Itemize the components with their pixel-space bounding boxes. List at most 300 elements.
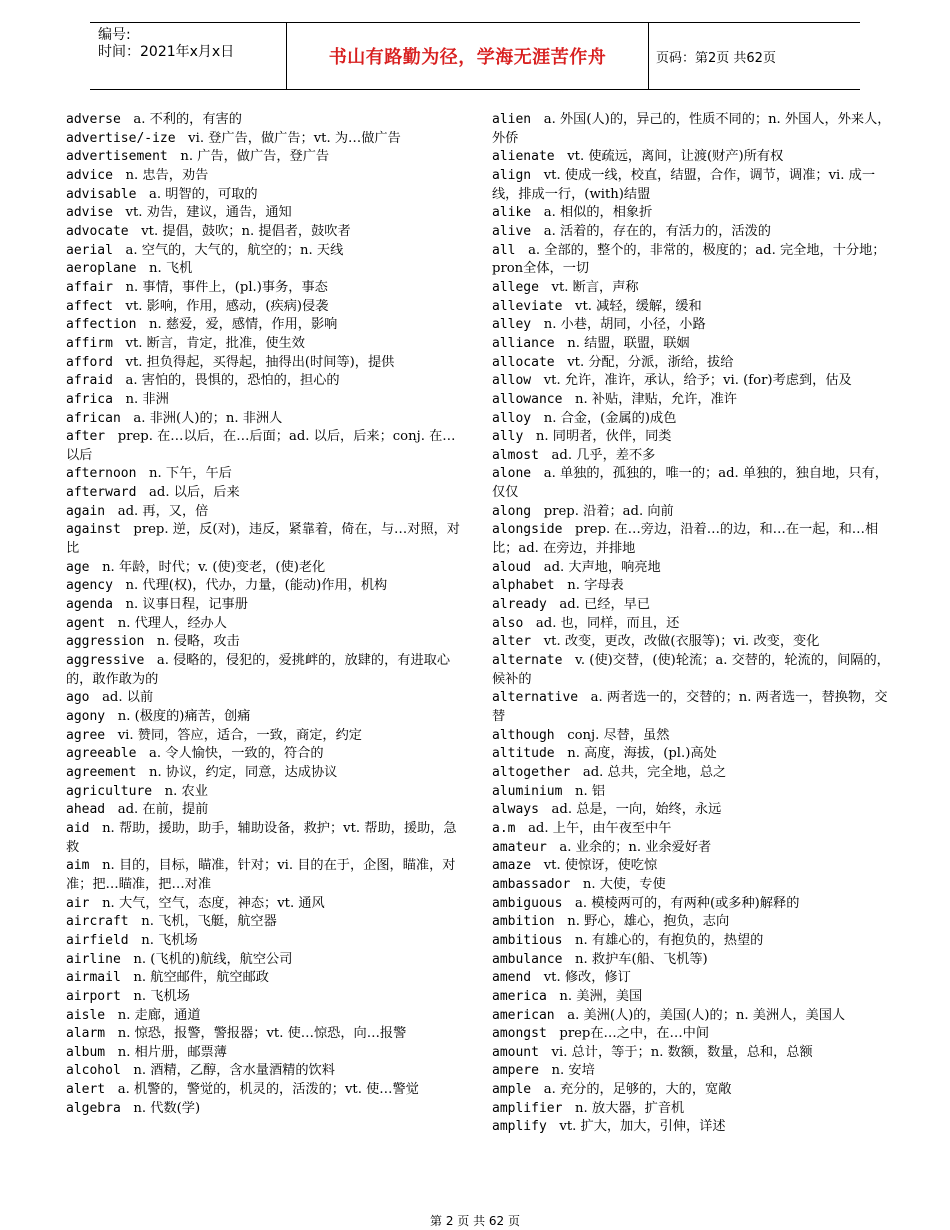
vocab-entry [66,913,466,932]
vocab-definition: n. 帮助，援助，助手，辅助设备，救护；vt. 帮助，援助，急救 [66,820,457,855]
vocab-word: alloy [492,410,532,426]
vocab-word: amplify [492,1119,547,1135]
vocab-entry [66,503,466,522]
vocab-word: alienate [492,149,555,165]
vocab-definition: conj. 尽替，虽然 [567,727,670,743]
vocab-definition: n. 相片册，邮票薄 [117,1044,227,1060]
vocab-definition: n. 惊恐，报警，警报器；vt. 使…惊恐，向…报警 [117,1026,407,1042]
vocab-definition: ad. 上午，由午夜至中午 [528,820,672,836]
vocab-definition: n. 飞机场 [141,932,198,948]
vocab-definition: a. 业余的；n. 业余爱好者 [559,839,712,855]
vocab-entry [492,1118,892,1137]
vocab-word: agreeable [66,746,137,762]
vocab-definition: ad. 在前，提前 [117,802,209,818]
vocab-word: alley [492,317,532,333]
vocab-definition: ad. 也，同样，而且，还 [535,615,680,631]
vocab-entry [66,1100,466,1119]
vocab-word: amend [492,970,532,986]
vocab-definition: n. 放大器，扩音机 [575,1100,685,1116]
vocab-definition: vt. 断言，肯定，批准，使生效 [125,335,305,351]
vocab-definition: a. 两者选一的，交替的；n. 两者选一，替换物，交替 [492,690,888,724]
vocab-entry [492,876,892,895]
vocabulary-column-right [492,111,892,1137]
vocab-word: altitude [492,746,555,762]
vocab-definition: n. 下午，午后 [149,466,232,482]
vocab-entry [66,969,466,988]
vocab-entry [492,242,892,279]
vocab-definition: n. 小巷，胡同，小径，小路 [543,317,706,333]
vocab-word: almost [492,447,539,463]
vocab-entry [66,148,466,167]
vocab-entry [66,428,466,465]
vocab-definition: vi. 赞同，答应，适合，一致，商定，约定 [117,727,362,743]
vocab-definition: n. 结盟，联盟，联姻 [567,335,690,351]
vocab-definition: vt. 使成一线，校直，结盟，合作，调节，调准；vi. 成一线，排成一行，(with)结盟 [492,167,876,202]
vocab-word: aggression [66,634,145,650]
vocab-entry [492,316,892,335]
vocab-word: africa [66,391,113,407]
header-page-info: 页码：第2页 共62页 [656,50,776,66]
vocab-word: allowance [492,391,563,407]
vocab-definition: n. 忠告，劝告 [125,167,209,183]
vocab-word: although [492,727,555,743]
vocab-entry [66,410,466,429]
vocab-word: against [66,522,121,538]
vocab-entry [66,857,466,894]
vocab-word: american [492,1007,555,1023]
vocab-entry [492,633,892,652]
vocab-word: aim [66,858,90,874]
vocab-entry [66,111,466,130]
vocab-definition: n. 飞机，飞艇，航空器 [141,914,277,930]
vocab-word: again [66,503,106,519]
vocab-definition: a. 模棱两可的，有两种(或多种)解释的 [575,895,800,911]
vocab-word: alert [66,1082,106,1098]
vocab-definition: n. 美洲，美国 [559,988,643,1004]
vocab-definition: vt. 劝告，建议，通告，通知 [125,205,292,221]
vocab-entry [66,316,466,335]
vocab-definition: n. 走廊，通道 [117,1007,201,1023]
vocab-word: airfield [66,932,129,948]
vocab-definition: vt. 扩大，加大，引伸，详述 [559,1119,726,1135]
vocab-definition: vt. 断言，声称 [551,279,639,295]
vocab-word: air [66,895,90,911]
page-footer: 第 2 页 共 62 页 [430,1214,520,1228]
vocab-word: adverse [66,112,121,127]
vocab-word: ambassador [492,876,571,892]
vocab-definition: prep在…之中，在…中间 [559,1026,710,1042]
vocab-entry [492,1081,892,1100]
vocab-word: advisable [66,186,137,202]
vocab-entry [66,298,466,317]
vocab-entry [66,130,466,149]
vocab-entry [66,559,466,578]
vocab-definition: n. 航空邮件，航空邮政 [133,970,269,986]
vocab-word: alliance [492,335,555,351]
vocab-entry [492,428,892,447]
vocab-word: alternative [492,690,579,706]
vocab-word: alter [492,634,532,650]
header-motto: 书山有路勤为径，学海无涯苦作舟 [328,47,607,68]
vocab-definition: vi. 总计，等于；n. 数额，数量，总和，总额 [551,1044,813,1060]
vocab-definition: ad. 大声地，响亮地 [543,559,661,575]
header-meta [98,27,282,61]
vocab-definition: vt. 减轻，缓解，缓和 [575,298,702,314]
vocab-entry [492,559,892,578]
vocab-definition: n. 协议，约定，同意，达成协议 [149,764,338,780]
vocab-entry [492,279,892,298]
vocab-definition: a. 非洲(人)的；n. 非洲人 [133,410,283,426]
vocab-word: advertisement [66,149,168,165]
vocab-entry [66,932,466,951]
vocab-entry [492,857,892,876]
vocab-word: afternoon [66,466,137,482]
vocab-definition: a. 机警的，警觉的，机灵的，活泼的；vt. 使…警觉 [117,1082,419,1098]
vocab-entry [66,615,466,634]
vocab-definition: n. 议事日程，记事册 [125,597,248,613]
vocab-definition: n. 合金，(金属的)成色 [543,410,677,426]
vocab-word: advocate [66,223,129,239]
vocab-definition: a. 相似的，相象折 [543,205,653,221]
vocab-word: aeroplane [66,261,137,277]
vocab-entry [492,1062,892,1081]
vocab-entry [492,111,892,148]
vocab-entry [66,465,466,484]
vocab-entry [492,727,892,746]
vocab-word: afford [66,354,113,370]
vocab-definition: a. 美洲(人)的，美国(人)的；n. 美洲人，美国人 [567,1007,846,1023]
vocab-word: advertise/-ize [66,130,176,146]
vocab-definition: a. 充分的，足够的，大的，宽敞 [543,1082,732,1098]
vocab-entry [492,764,892,783]
vocab-word: alphabet [492,578,555,594]
vocab-definition: a. 空气的，大气的，航空的；n. 天线 [125,242,344,258]
vocab-word: amount [492,1044,539,1060]
vocab-word: aloud [492,559,532,575]
vocab-word: all [492,242,516,258]
vocab-word: ahead [66,802,106,818]
vocab-entry [492,820,892,839]
vocab-word: agony [66,709,106,724]
vocab-word: alike [492,205,532,221]
vocab-word: alarm [66,1026,106,1042]
vocab-entry [66,689,466,708]
vocab-definition: n. 飞机 [149,261,193,277]
vocab-word: align [492,167,532,183]
vocab-definition: n. 慈爱，爱，感情，作用，影响 [149,317,338,333]
vocab-definition: vt. 允许，准许，承认，给予；vi. (for)考虑到，估及 [543,373,852,389]
vocab-word: alive [492,223,532,239]
vocab-entry [66,223,466,242]
page-header [90,22,860,90]
vocab-word: agriculture [66,783,153,799]
vocab-word: african [66,410,121,426]
vocab-entry [492,335,892,354]
vocab-definition: n. 年龄，时代；v. (使)变老，(使)老化 [102,559,326,575]
vocab-word: afterward [66,485,137,501]
header-divider [648,23,649,89]
vocab-word: amaze [492,858,532,874]
vocab-definition: n. 代理(权)，代办，力量，(能动)作用，机构 [125,578,388,594]
vocab-entry [66,186,466,205]
vocab-entry [492,745,892,764]
vocab-definition: a. 侵略的，侵犯的，爱挑衅的，放肆的，有进取心的，敢作敢为的 [66,653,451,687]
vocab-entry [66,167,466,186]
vocab-definition: ad. 几乎，差不多 [551,447,656,463]
vocab-entry [492,465,892,502]
vocab-word: affair [66,279,113,295]
vocab-entry [66,820,466,857]
vocab-definition: a. 不利的，有害的 [133,112,242,127]
vocab-word: allege [492,279,539,295]
vocab-word: advice [66,167,113,183]
vocab-definition: n. 农业 [164,783,208,799]
vocab-word: ambulance [492,951,563,967]
code-label: 编号: [98,27,131,43]
vocab-definition: n. 代理人，经办人 [117,615,227,631]
vocab-entry [492,652,892,689]
vocab-entry [492,223,892,242]
vocab-entry [66,596,466,615]
vocab-definition: n. 有雄心的，有抱负的，热望的 [575,932,764,948]
vocab-entry [66,745,466,764]
vocab-word: agenda [66,597,113,613]
vocab-definition: n. 同明者，伙伴，同类 [535,429,672,445]
vocab-entry [66,484,466,503]
vocab-definition: vt. 使惊讶，使吃惊 [543,858,658,874]
vocab-entry [66,391,466,410]
vocab-definition: n. 补贴，津贴，允许，准许 [575,391,737,407]
vocab-word: altogether [492,764,571,780]
vocab-entry [492,1025,892,1044]
vocab-definition: prep. 逆，反(对)，违反，紧靠着，倚在，与…对照，对比 [66,522,460,557]
vocab-entry [492,410,892,429]
vocab-definition: a. 明智的，可取的 [149,186,258,202]
vocab-definition: n. 飞机场 [133,988,190,1004]
vocab-entry [66,951,466,970]
vocab-entry [492,148,892,167]
vocab-definition: n. 事情，事件上，(pl.)事务，事态 [125,279,328,295]
vocabulary-column-left [66,111,466,1118]
vocab-word: aluminium [492,783,563,799]
vocab-definition: vt. 使疏远，离间，让渡(财产)所有权 [567,149,784,165]
vocab-definition: n. 侵略，攻击 [156,634,240,650]
vocab-entry [66,521,466,558]
vocab-entry [66,372,466,391]
vocab-word: ampere [492,1063,539,1079]
vocab-word: age [66,559,90,575]
vocab-definition: n. 酒精，乙醇，含水量酒精的饮料 [133,1063,335,1079]
vocab-definition: a. 害怕的，畏惧的，恐怕的，担心的 [125,373,340,389]
vocab-definition: ad. 以前 [102,690,154,706]
vocab-word: aggressive [66,653,145,669]
vocab-definition: vt. 分配，分派，浙给，拔给 [567,354,734,370]
vocab-entry [492,895,892,914]
vocab-entry [66,783,466,802]
vocab-word: ambiguous [492,895,563,911]
vocab-word: ago [66,690,90,706]
vocab-definition: n. 非洲 [125,391,169,407]
vocab-entry [66,577,466,596]
vocab-word: advise [66,205,113,221]
vocab-entry [66,242,466,261]
vocab-entry [492,689,892,726]
vocab-entry [66,260,466,279]
vocab-entry [66,652,466,689]
vocab-word: after [66,429,106,445]
vocab-definition: vt. 影响，作用，感动，(疾病)侵袭 [125,298,329,314]
vocab-entry [492,801,892,820]
vocab-entry [492,503,892,522]
vocab-word: afraid [66,373,113,389]
vocab-entry [492,839,892,858]
vocab-word: airline [66,951,121,967]
vocab-definition: vt. 修改，修订 [543,970,631,986]
vocab-definition: a. 单独的，孤独的，唯一的；ad. 单独的，独自地，只有，仅仅 [492,466,888,501]
vocab-word: always [492,802,539,818]
vocab-entry [66,1062,466,1081]
vocab-definition: n. 字母表 [567,578,624,594]
vocab-definition: n. 高度，海拔，(pl.)高处 [567,746,717,762]
vocab-entry [492,167,892,204]
vocab-word: allocate [492,354,555,370]
vocab-word: america [492,988,547,1004]
vocab-word: aisle [66,1007,106,1023]
vocab-word: allow [492,373,532,389]
vocab-word: alien [492,112,532,127]
vocab-definition: v. (使)交替，(使)轮流；a. 交替的，轮流的，间隔的，候补的 [492,653,890,687]
vocab-word: alternate [492,653,563,669]
vocab-word: also [492,615,524,631]
vocab-word: a.m [492,820,516,836]
vocab-entry [66,335,466,354]
vocab-entry [492,913,892,932]
vocab-word: ample [492,1082,532,1098]
vocab-word: ambitious [492,932,563,948]
vocab-entry [492,783,892,802]
vocab-word: album [66,1044,106,1060]
vocab-word: aid [66,820,90,836]
vocab-entry [492,988,892,1007]
vocab-entry [492,204,892,223]
vocab-word: agreement [66,764,137,780]
vocab-definition: a. 令人愉快，一致的，符合的 [149,746,324,762]
vocab-word: alcohol [66,1063,121,1079]
vocab-word: aerial [66,242,113,258]
vocab-word: algebra [66,1100,121,1116]
vocab-word: amplifier [492,1100,563,1116]
vocab-entry [492,951,892,970]
vocab-entry [66,204,466,223]
vocab-entry [66,708,466,727]
vocab-entry [492,447,892,466]
vocab-word: affection [66,317,137,333]
vocab-definition: n. 铝 [575,783,606,799]
vocab-entry [66,1025,466,1044]
vocab-entry [66,764,466,783]
vocab-entry [492,1100,892,1119]
vocab-entry [492,596,892,615]
vocab-definition: a. 全部的，整个的，非常的，极度的；ad. 完全地，十分地；pron全体，一切 [492,242,886,277]
vocab-entry [66,1007,466,1026]
vocab-word: airport [66,988,121,1004]
vocab-entry [492,615,892,634]
vocab-definition: n. 安培 [551,1063,595,1079]
vocab-definition: n. 救护车(船、飞机等) [575,951,708,967]
vocab-entry [492,1007,892,1026]
vocab-entry [492,932,892,951]
vocab-definition: prep. 在…旁边，沿着…的边，和…在一起，和…相比；ad. 在旁边，并排地 [492,522,879,557]
vocab-definition: n. 大气，空气，态度，神态；vt. 通风 [102,895,325,911]
vocab-definition: prep. 沿着；ad. 向前 [543,503,674,519]
vocab-word: already [492,597,547,613]
vocab-word: along [492,503,532,519]
vocab-word: agency [66,578,113,594]
vocab-word: airmail [66,970,121,986]
vocab-entry [66,895,466,914]
vocab-entry [66,1044,466,1063]
vocab-entry [66,633,466,652]
vocab-definition: vi. 登广告，做广告；vt. 为…做广告 [188,130,401,146]
vocab-definition: vt. 提倡，鼓吹；n. 提倡者，鼓吹者 [141,223,351,239]
vocab-definition: ad. 已经，早已 [559,597,650,613]
vocab-definition: n. 目的，目标，瞄准，针对；vi. 目的在于，企图，瞄准，对准；把…瞄准，把…对准 [66,858,456,892]
vocab-entry [492,354,892,373]
vocab-definition: prep. 在…以后，在…后面；ad. 以后，后来；conj. 在…以后 [66,429,456,463]
vocab-word: alleviate [492,298,563,314]
vocab-definition: a. 外国(人)的，异己的，性质不同的；n. 外国人，外来人，外侨 [492,112,891,146]
vocab-word: ambition [492,914,555,930]
vocab-word: aircraft [66,914,129,930]
vocab-entry [66,988,466,1007]
vocab-entry [66,354,466,373]
vocab-entry [492,1044,892,1063]
vocab-entry [66,279,466,298]
vocab-entry [492,298,892,317]
vocab-word: amateur [492,839,547,855]
vocab-entry [492,391,892,410]
vocab-word: agent [66,615,106,631]
vocab-definition: ad. 总是，一向，始终，永远 [551,802,722,818]
vocab-entry [492,372,892,391]
vocab-definition: vt. 改变，更改，改做(衣服等)；vi. 改变，变化 [543,634,820,650]
vocab-word: ally [492,429,524,445]
vocab-word: amongst [492,1026,547,1042]
vocab-entry [492,969,892,988]
vocab-definition: n. (飞机的)航线，航空公司 [133,951,293,967]
vocab-definition: vt. 担负得起，买得起，抽得出(时间等)，提供 [125,354,395,370]
vocab-definition: n. 大使，专使 [582,876,666,892]
time-label: 时间：2021年x月x日 [98,44,235,60]
vocab-definition: n. 广告，做广告，登广告 [180,149,330,165]
vocab-entry [66,801,466,820]
vocab-word: alone [492,466,532,482]
vocab-definition: n. 野心，雄心，抱负，志向 [567,914,730,930]
vocab-definition: ad. 以后，后来 [149,485,240,501]
vocab-definition: ad. 总共，完全地，总之 [582,764,727,780]
vocab-word: alongside [492,522,563,538]
vocab-word: affect [66,298,113,314]
vocab-entry [66,727,466,746]
vocab-entry [492,521,892,558]
vocab-word: agree [66,727,106,743]
vocab-entry [492,577,892,596]
vocab-word: affirm [66,335,113,351]
vocab-definition: n. (极度的)痛苦，创痛 [117,709,251,724]
vocab-definition: ad. 再，又，倍 [117,503,209,519]
vocab-definition: a. 活着的，存在的，有活力的，活泼的 [543,223,771,239]
vocab-definition: n. 代数(学) [133,1100,201,1116]
